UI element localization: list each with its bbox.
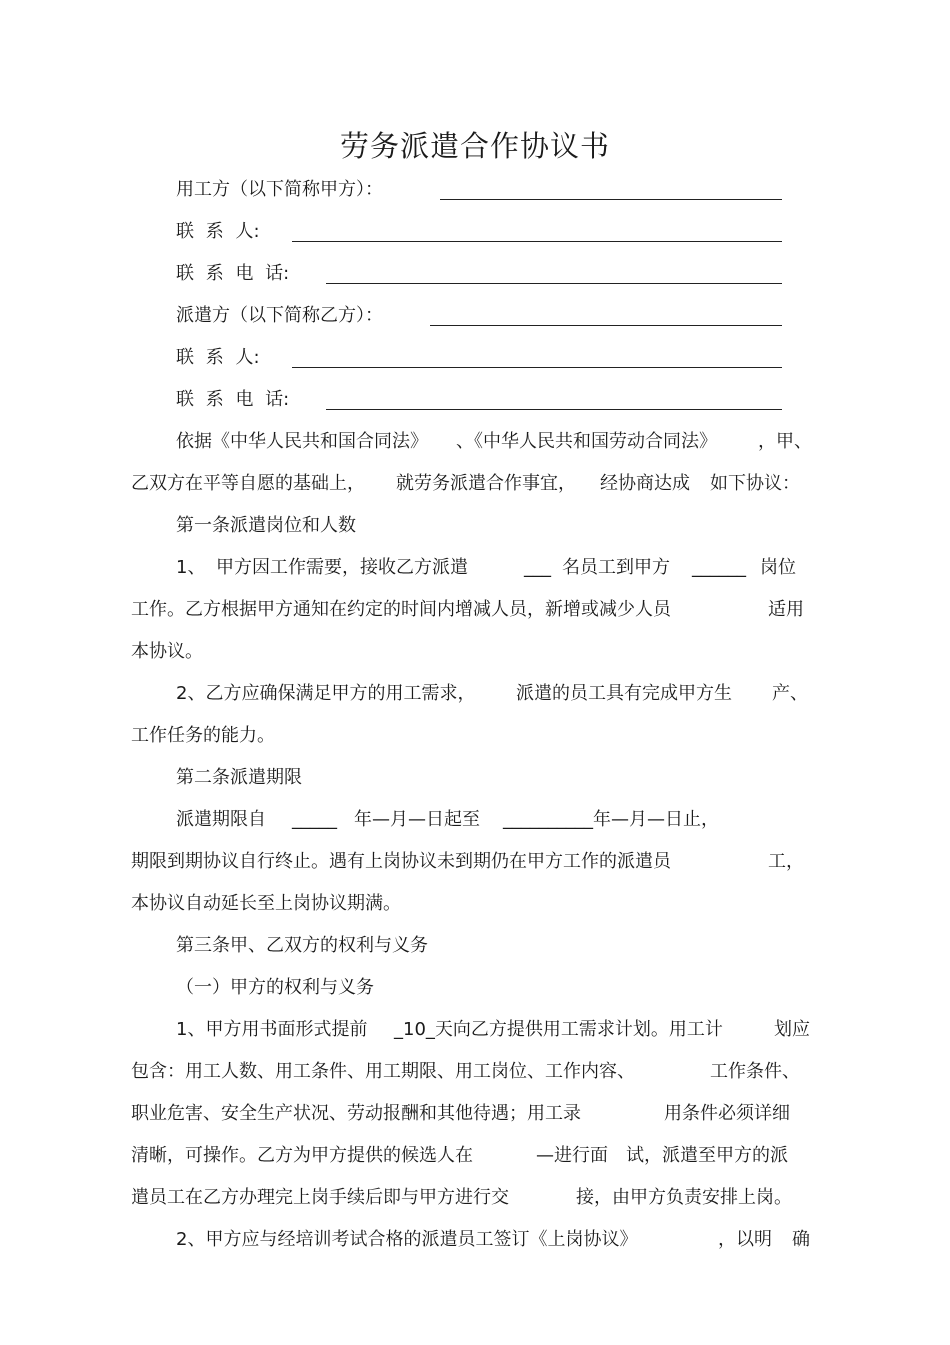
text-span: 用条件必须详细 <box>664 1103 790 1124</box>
heading-text: 第三条甲、乙双方的权利与义务 <box>176 935 428 956</box>
text-span: 包含：用工人数、用工条件、用工期限、用工岗位、工作内容、 <box>131 1061 635 1082</box>
text-span: 划应 <box>774 1019 810 1040</box>
field-blank-line[interactable] <box>292 241 782 242</box>
field-label: 派遣方（以下简称乙方）： <box>176 305 383 326</box>
heading-text: 第二条派遣期限 <box>176 767 302 788</box>
text-span: ，甲、 <box>758 431 812 452</box>
text-span: 派遣的员工具有完成甲方生 <box>516 683 732 704</box>
text-span: 1、甲方用书面形式提前 <box>176 1019 368 1040</box>
text-span: 工作。乙方根据甲方通知在约定的时间内增减人员，新增或减少人员 <box>131 599 671 620</box>
text-span: 本协议自动延长至上岗协议期满。 <box>131 893 401 914</box>
text-span: 如下协议： <box>710 473 800 494</box>
text-span: 接，由甲方负责安排上岗。 <box>576 1187 792 1208</box>
text-span: __________年—月—日止， <box>503 809 719 830</box>
text-span: 工作条件、 <box>710 1061 800 1082</box>
text-span: ，以明 <box>718 1229 772 1250</box>
text-span: 适用 <box>768 599 804 620</box>
field-label: 联 系 人: <box>176 221 260 242</box>
text-span: 工， <box>768 851 804 872</box>
text-span: 甲方因工作需要，接收乙方派遣 <box>216 557 468 578</box>
text-span: 期限到期协议自行终止。遇有上岗协议未到期仍在甲方工作的派遣员 <box>131 851 671 872</box>
field-label: 用工方（以下简称甲方）： <box>176 179 383 200</box>
text-span: 清晰，可操作。乙方为甲方提供的候选人在 <box>131 1145 473 1166</box>
blank-year: _____ <box>292 809 337 830</box>
text-span: 2、甲方应与经培训考试合格的派遣员工签订《上岗协议》 <box>176 1229 638 1250</box>
text-span: 经协商达成 <box>600 473 690 494</box>
text-span: 乙双方在平等自愿的基础上， <box>131 473 365 494</box>
text-span: —进行面 <box>536 1145 608 1166</box>
text-span: 名员工到甲方 <box>562 557 670 578</box>
text-span: 本协议。 <box>131 641 203 662</box>
blank-position: ______ <box>692 557 746 578</box>
text-span: 年—月—日起至 <box>354 809 480 830</box>
text-span: 、《中华人民共和国劳动合同法》 <box>456 431 717 452</box>
field-label: 联 系 电 话: <box>176 389 290 410</box>
field-blank-line[interactable] <box>440 199 782 200</box>
blank-count: ___ <box>524 557 551 578</box>
text-span: 职业危害、安全生产状况、劳动报酬和其他待遇；用工录 <box>131 1103 581 1124</box>
text-span: 1、 <box>176 557 206 578</box>
subheading-text: （一）甲方的权利与义务 <box>176 977 374 998</box>
text-span: 派遣期限自 <box>176 809 266 830</box>
text-span: 岗位 <box>760 557 796 578</box>
text-span: 产、 <box>772 683 808 704</box>
text-span: 遣员工在乙方办理完上岗手续后即与甲方进行交 <box>131 1187 509 1208</box>
field-blank-line[interactable] <box>430 325 782 326</box>
text-span: 确 <box>792 1229 810 1250</box>
field-blank-line[interactable] <box>292 367 782 368</box>
field-blank-line[interactable] <box>326 283 782 284</box>
field-blank-line[interactable] <box>326 409 782 410</box>
text-span: 工作任务的能力。 <box>131 725 275 746</box>
text-span: 试，派遣至甲方的派 <box>626 1145 788 1166</box>
document-title: 劳务派遣合作协议书 <box>339 129 610 163</box>
field-label: 联 系 电 话: <box>176 263 290 284</box>
text-span: _10_天向乙方提供用工需求计划。用工计 <box>394 1019 723 1040</box>
text-span: 依据《中华人民共和国合同法》 <box>176 431 428 452</box>
heading-text: 第一条派遣岗位和人数 <box>176 515 356 536</box>
text-span: 2、乙方应确保满足甲方的用工需求， <box>176 683 476 704</box>
text-span: 就劳务派遣合作事宜， <box>396 473 576 494</box>
field-label: 联 系 人: <box>176 347 260 368</box>
